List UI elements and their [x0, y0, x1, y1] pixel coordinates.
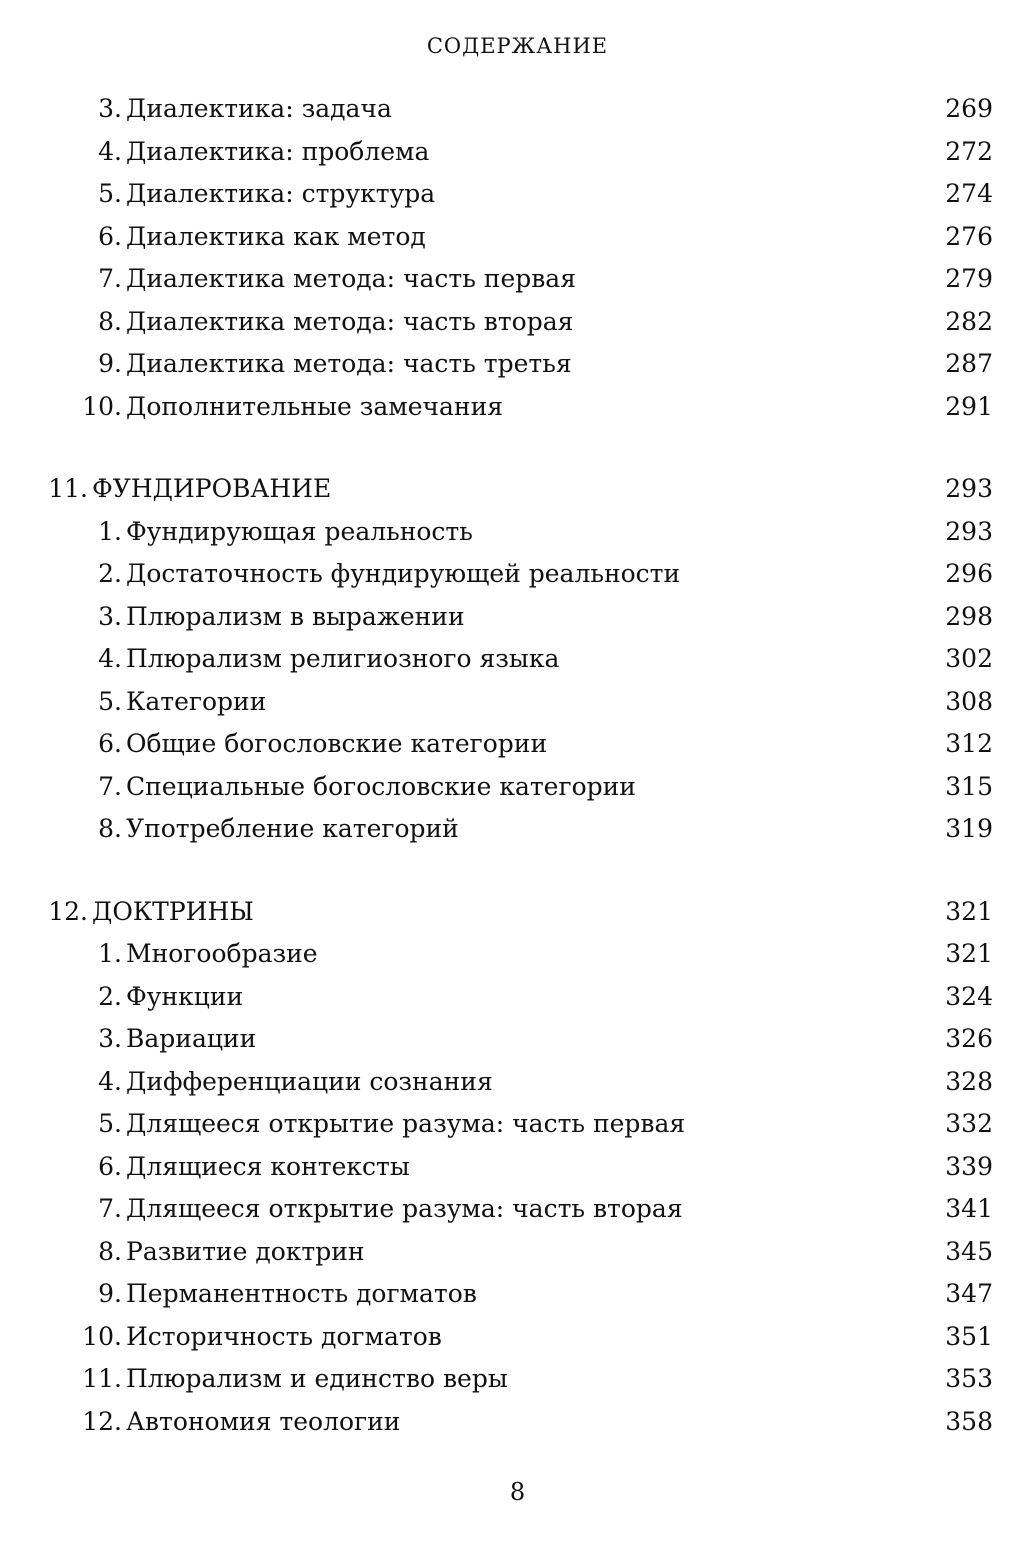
entry-title: Специальные богословские категории — [126, 771, 636, 801]
entry-title: Диалектика: проблема — [126, 136, 430, 166]
entry-page: 351 — [945, 1321, 993, 1351]
entry-page: 321 — [945, 939, 993, 968]
entry-page: 308 — [945, 686, 993, 716]
entry-number: 8. — [98, 1236, 122, 1266]
toc-entry[interactable] — [0, 808, 1035, 851]
entry-number: 6. — [98, 221, 122, 251]
toc-entry[interactable] — [0, 88, 1035, 131]
entry-page: 293 — [945, 516, 993, 546]
toc-entry[interactable] — [0, 1103, 1035, 1146]
entry-title: Автономия теологии — [126, 1406, 401, 1436]
entry-page: 328 — [945, 1066, 993, 1096]
entry-number: 1. — [98, 939, 122, 968]
entry-number: 5. — [98, 1109, 122, 1138]
running-head: СОДЕРЖАНИЕ — [426, 34, 609, 58]
entry-title: Длящееся открытие разума: часть вторая — [126, 1194, 683, 1223]
chapter-number: 12. — [48, 896, 88, 926]
entry-page: 296 — [945, 559, 993, 588]
toc-entry[interactable] — [0, 681, 1035, 724]
toc-entry[interactable] — [0, 933, 1035, 976]
entry-page: 341 — [945, 1194, 993, 1223]
entry-title: Плюрализм и единство веры — [126, 1364, 508, 1393]
entry-title: Фундирующая реальность — [126, 516, 473, 546]
toc-entry[interactable] — [0, 553, 1035, 596]
entry-page: 276 — [945, 221, 993, 251]
entry-page: 302 — [945, 644, 993, 673]
toc-chapter-heading[interactable] — [0, 891, 1035, 934]
entry-title: Категории — [126, 686, 267, 716]
entry-page: 353 — [945, 1364, 993, 1393]
entry-number: 4. — [98, 644, 122, 673]
entry-page: 279 — [945, 264, 993, 293]
entry-title: Плюрализм в выражении — [126, 601, 465, 631]
entry-title: Функции — [126, 981, 244, 1011]
toc-entry[interactable] — [0, 1188, 1035, 1231]
entry-page: 272 — [945, 136, 993, 166]
entry-page: 298 — [945, 601, 993, 631]
chapter-page: 293 — [945, 474, 993, 503]
toc-block-continued — [0, 88, 1035, 428]
toc-entry[interactable] — [0, 1061, 1035, 1104]
entry-title: Диалектика метода: часть третья — [126, 349, 572, 378]
toc-entry[interactable] — [0, 766, 1035, 809]
entry-title: Диалектика как метод — [126, 221, 426, 251]
entry-number: 8. — [98, 814, 122, 843]
entry-page: 315 — [945, 771, 993, 801]
entry-title: Вариации — [126, 1024, 257, 1053]
entry-number: 12. — [82, 1406, 122, 1436]
entry-number: 3. — [98, 601, 122, 631]
entry-title: Диалектика: структура — [126, 179, 436, 208]
entry-page: 332 — [945, 1109, 993, 1138]
entry-number: 8. — [98, 306, 122, 336]
toc-entry[interactable] — [0, 1231, 1035, 1274]
toc-entry[interactable] — [0, 343, 1035, 386]
entry-title: Дополнительные замечания — [126, 391, 504, 421]
entry-page: 345 — [945, 1236, 993, 1266]
toc-block-chapter-12 — [0, 891, 1035, 1444]
entry-number: 9. — [98, 349, 122, 378]
entry-page: 339 — [945, 1151, 993, 1181]
entry-number: 5. — [98, 179, 122, 208]
toc-entry[interactable] — [0, 173, 1035, 216]
toc-entry[interactable] — [0, 723, 1035, 766]
entry-title: Длящееся открытие разума: часть первая — [126, 1109, 686, 1138]
toc-entry[interactable] — [0, 301, 1035, 344]
entry-page: 347 — [945, 1279, 993, 1308]
entry-number: 3. — [98, 94, 122, 123]
entry-title: Историчность догматов — [126, 1321, 442, 1351]
entry-title: Достаточность фундирующей реальности — [126, 559, 681, 588]
toc-entry[interactable] — [0, 386, 1035, 429]
entry-page: 282 — [945, 306, 993, 336]
entry-title: Плюрализм религиозного языка — [126, 644, 560, 673]
entry-number: 6. — [98, 1151, 122, 1181]
entry-number: 4. — [98, 1066, 122, 1096]
entry-title: Общие богословские категории — [126, 729, 548, 758]
toc-entry[interactable] — [0, 976, 1035, 1019]
entry-number: 2. — [98, 559, 122, 588]
toc-entry[interactable] — [0, 511, 1035, 554]
chapter-number: 11. — [48, 474, 88, 503]
entry-page: 319 — [945, 814, 993, 843]
entry-title: Развитие доктрин — [126, 1236, 365, 1266]
entry-number: 7. — [98, 771, 122, 801]
toc-entry[interactable] — [0, 216, 1035, 259]
entry-title: Диалектика метода: часть первая — [126, 264, 576, 293]
entry-number: 9. — [98, 1279, 122, 1308]
chapter-title: ДОКТРИНЫ — [92, 896, 254, 926]
entry-number: 2. — [98, 981, 122, 1011]
entry-number: 7. — [98, 1194, 122, 1223]
toc-chapter-heading[interactable] — [0, 468, 1035, 511]
entry-number: 11. — [82, 1364, 122, 1393]
toc-entry[interactable] — [0, 258, 1035, 301]
entry-title: Диалектика метода: часть вторая — [126, 306, 574, 336]
entry-title: Употребление категорий — [126, 814, 459, 843]
toc-entry[interactable] — [0, 1316, 1035, 1359]
entry-page: 326 — [945, 1024, 993, 1053]
entry-title: Многообразие — [126, 939, 318, 968]
entry-title: Диалектика: задача — [126, 94, 392, 123]
toc-entry[interactable] — [0, 596, 1035, 639]
table-of-contents — [0, 88, 1035, 1443]
entry-page: 274 — [945, 179, 993, 208]
page-number: 8 — [509, 1478, 526, 1506]
entry-page: 287 — [945, 349, 993, 378]
toc-entry[interactable] — [0, 131, 1035, 174]
entry-page: 324 — [945, 981, 993, 1011]
entry-number: 6. — [98, 729, 122, 758]
entry-title: Перманентность догматов — [126, 1279, 477, 1308]
entry-page: 269 — [945, 94, 993, 123]
toc-entry[interactable] — [0, 1146, 1035, 1189]
toc-entry[interactable] — [0, 1401, 1035, 1444]
toc-entry[interactable] — [0, 1358, 1035, 1401]
entry-page: 291 — [945, 391, 993, 421]
entry-number: 7. — [98, 264, 122, 293]
toc-entry[interactable] — [0, 1018, 1035, 1061]
toc-block-chapter-11 — [0, 468, 1035, 851]
toc-entry[interactable] — [0, 638, 1035, 681]
toc-entry[interactable] — [0, 1273, 1035, 1316]
entry-number: 1. — [98, 516, 122, 546]
entry-page: 358 — [945, 1406, 993, 1436]
chapter-page: 321 — [945, 896, 993, 926]
entry-number: 10. — [82, 391, 122, 421]
entry-page: 312 — [945, 729, 993, 758]
entry-title: Дифференциации сознания — [126, 1066, 493, 1096]
entry-title: Длящиеся контексты — [126, 1151, 410, 1181]
entry-number: 10. — [82, 1321, 122, 1351]
entry-number: 3. — [98, 1024, 122, 1053]
entry-number: 5. — [98, 686, 122, 716]
chapter-title: ФУНДИРОВАНИЕ — [92, 474, 332, 503]
entry-number: 4. — [98, 136, 122, 166]
